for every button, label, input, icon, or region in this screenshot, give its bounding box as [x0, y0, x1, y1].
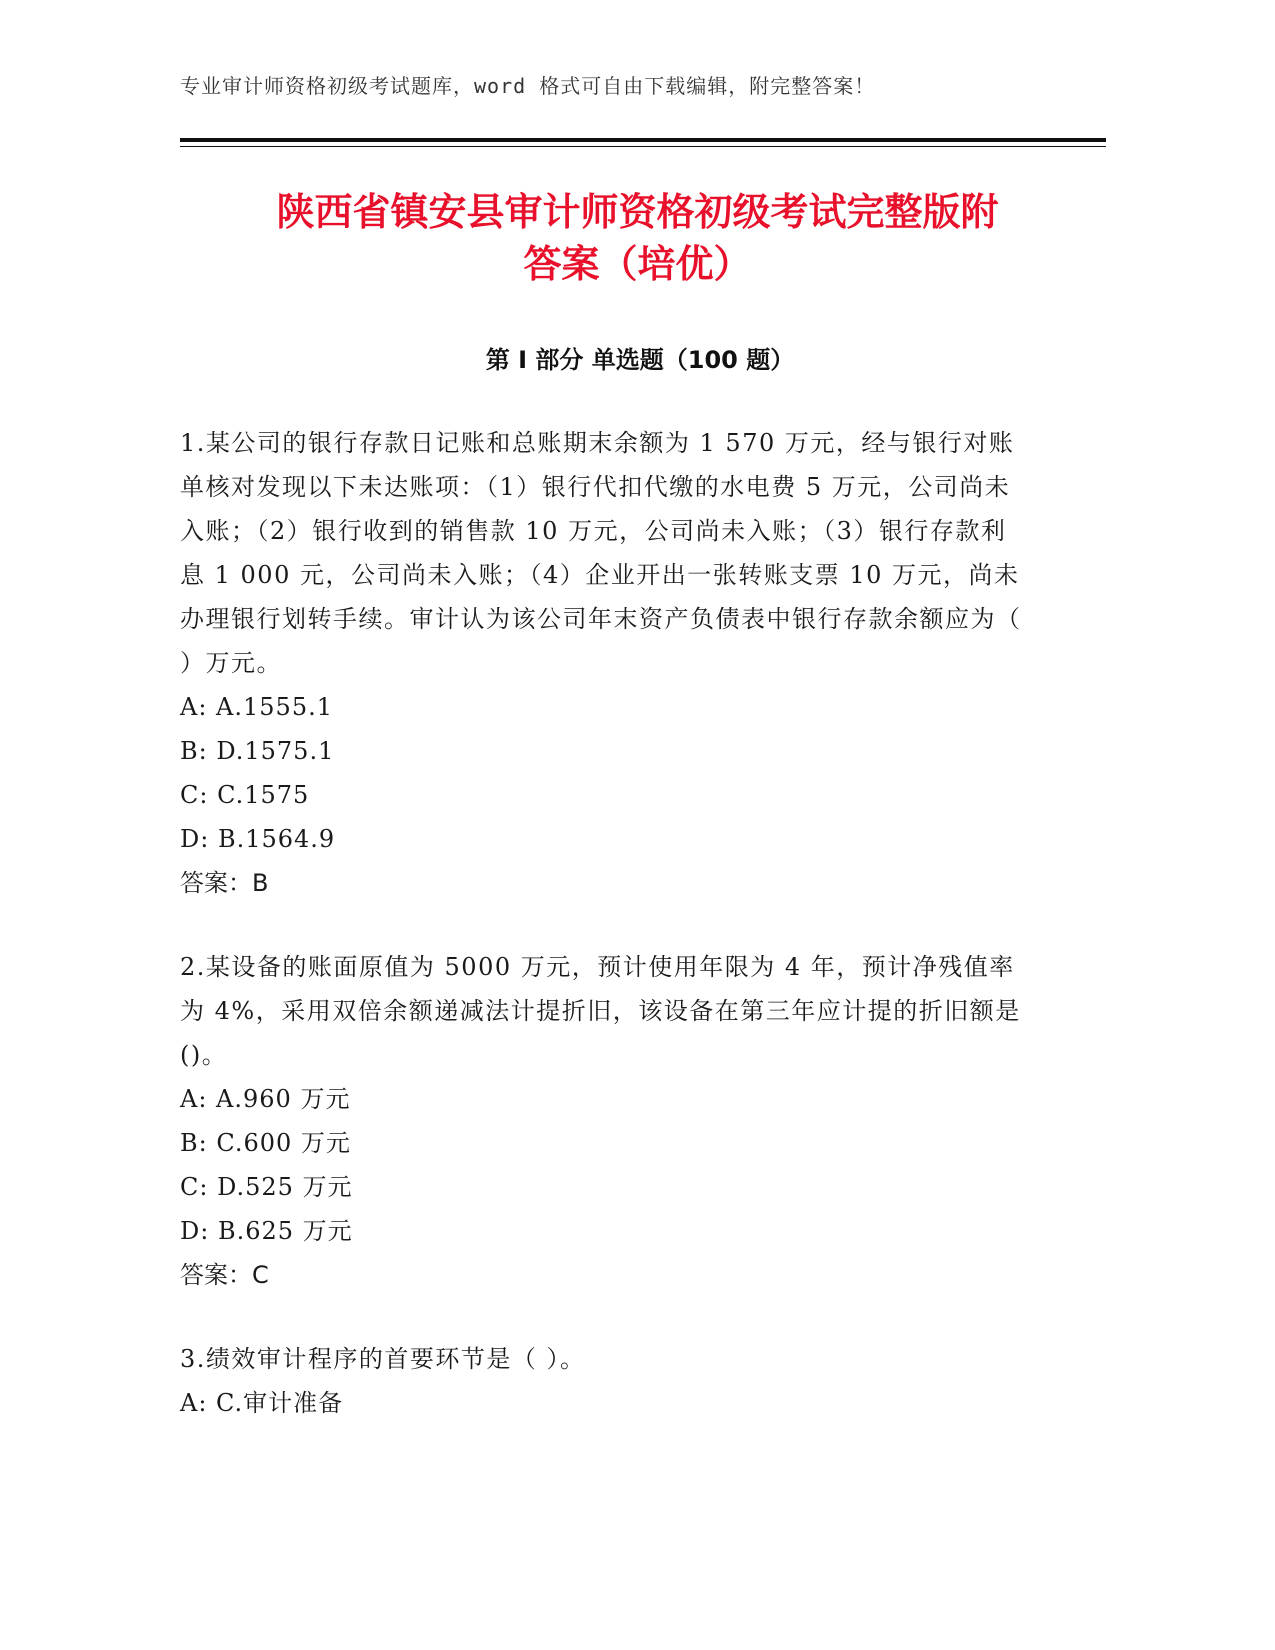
option-a: A: A.1555.1	[180, 693, 333, 721]
header-rule-thin	[180, 146, 1106, 147]
question-stem: 3.绩效审计程序的首要环节是（ ）。	[180, 1345, 586, 1373]
document-title	[160, 186, 1115, 290]
option-d: D: B.625 万元	[180, 1217, 353, 1245]
answer: 答案：B	[180, 869, 269, 897]
question-1	[180, 421, 1030, 905]
option-a: A: C.审计准备	[180, 1389, 344, 1417]
option-d: D: B.1564.9	[180, 825, 336, 853]
section-title: 第 I 部分 单选题（100 题）	[485, 346, 795, 374]
option-a: A: A.960 万元	[180, 1085, 351, 1113]
document-title-line2: 答案（培优）	[523, 242, 752, 286]
option-c: C: D.525 万元	[180, 1173, 353, 1201]
answer: 答案：C	[180, 1261, 269, 1289]
document-title-line1: 陕西省镇安县审计师资格初级考试完整版附	[276, 190, 999, 234]
question-2	[180, 945, 1030, 1297]
option-b: B: C.600 万元	[180, 1129, 351, 1157]
header-rule-thick	[180, 138, 1106, 142]
option-b: B: D.1575.1	[180, 737, 335, 765]
page-header: 专业审计师资格初级考试题库，word 格式可自由下载编辑，附完整答案！	[180, 74, 876, 98]
question-stem: 2.某设备的账面原值为 5000 万元，预计使用年限为 4 年，预计净残值率为 4%，采用双倍余额递减法计提折旧，该设备在第三年应计提的折旧额是()。	[180, 953, 1021, 1069]
option-c: C: C.1575	[180, 781, 310, 809]
question-3	[180, 1337, 1030, 1425]
question-stem: 1.某公司的银行存款日记账和总账期末余额为 1 570 万元，经与银行对账单核对发现以下未达账项：（1）银行代扣代缴的水电费 5 万元，公司尚未入账；（2）银行收到的销售款 10 万元，公司尚未入账；（3）银行存款利息 1 000 元，公司尚未入账；（4）企业开出一张转账支票 10 万元，尚未办理银行划转手续。审计认为该公司年末资产负债表中银行存款余额应为（ ）万元。	[180, 429, 1022, 677]
